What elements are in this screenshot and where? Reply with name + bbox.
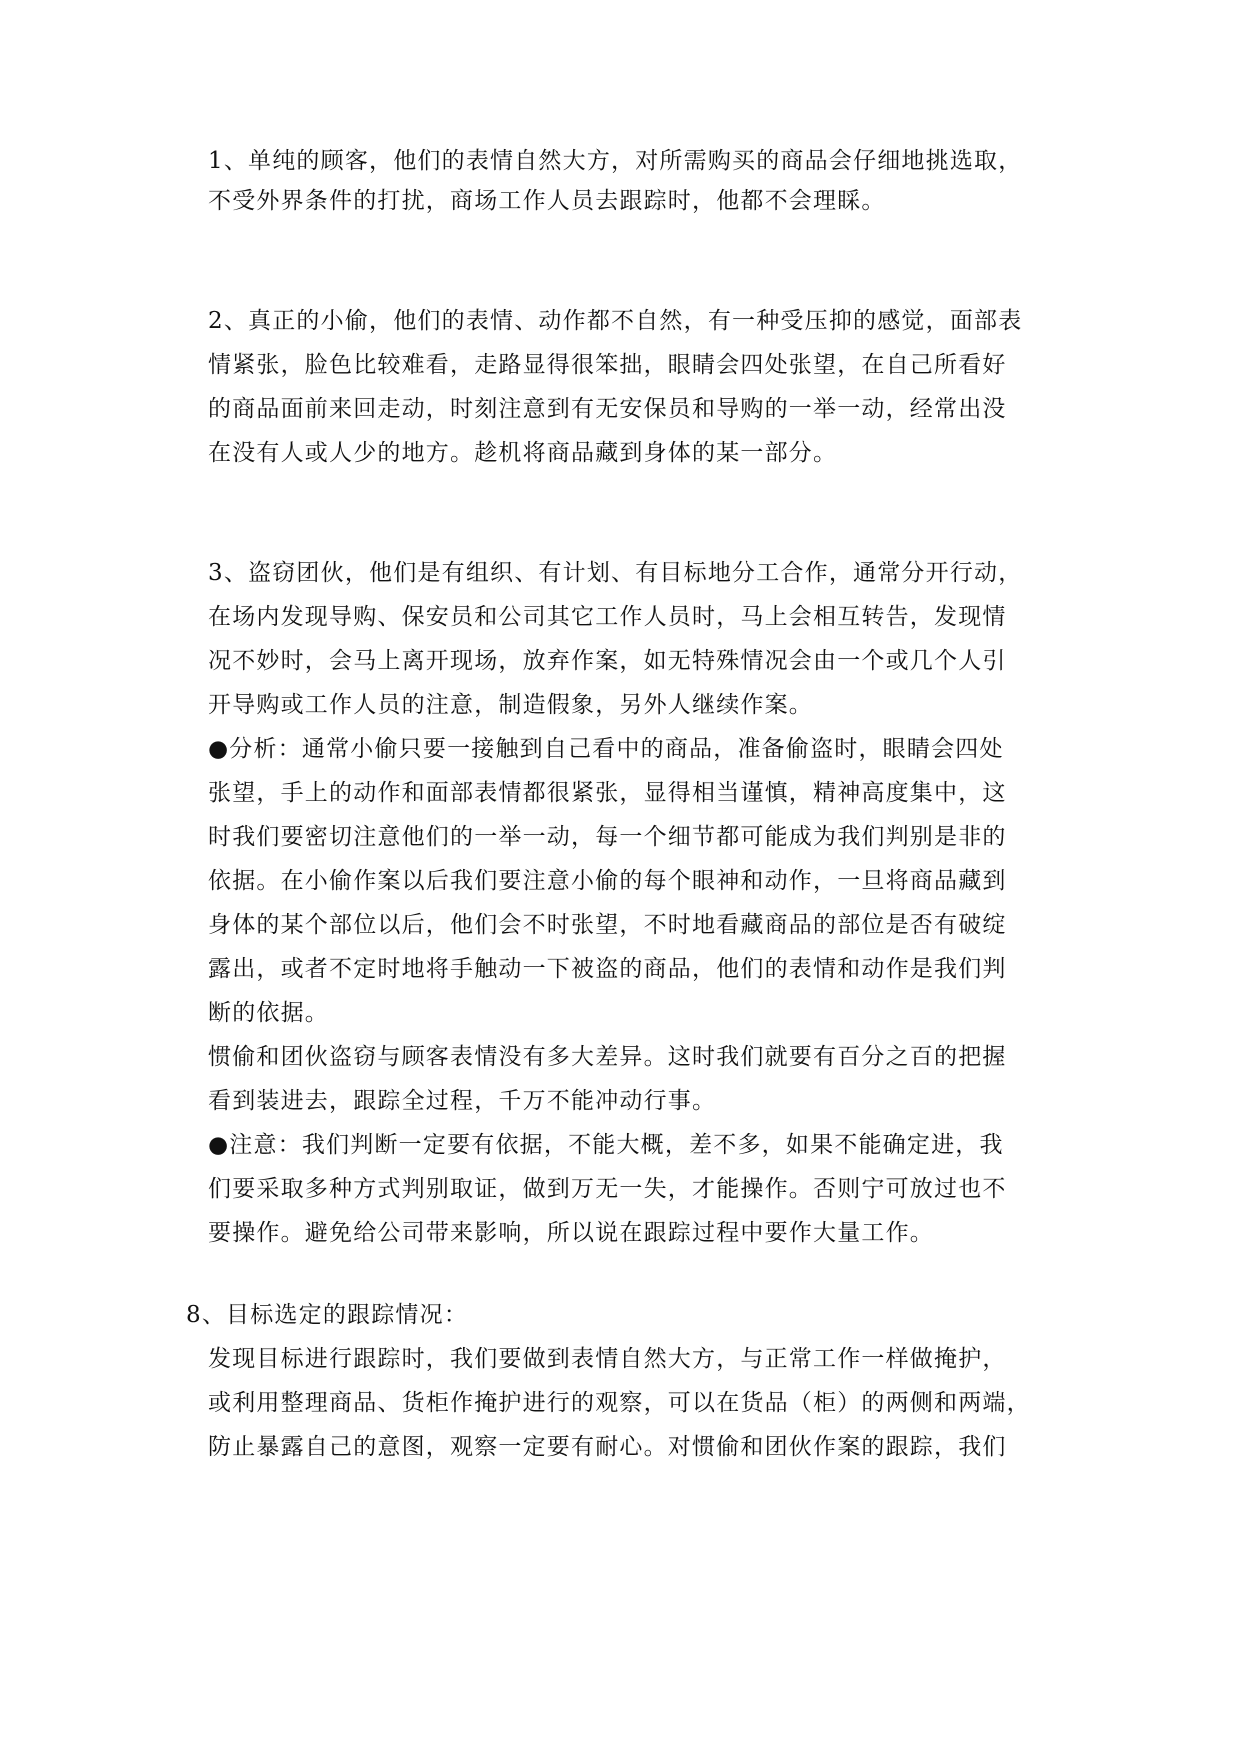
text-line: 或利用整理商品、货柜作掩护进行的观察，可以在货品（柜）的两侧和两端， xyxy=(208,1390,1031,1416)
text-line: 依据。在小偷作案以后我们要注意小偷的每个眼神和动作，一旦将商品藏到 xyxy=(208,868,1007,894)
text-line: 发现目标进行跟踪时，我们要做到表情自然大方，与正常工作一样做掩护， xyxy=(208,1346,1007,1372)
text-line: 们要采取多种方式判别取证，做到万无一失，才能操作。否则宁可放过也不 xyxy=(208,1176,1007,1202)
text-line: 况不妙时，会马上离开现场，放弃作案，如无特殊情况会由一个或几个人引 xyxy=(208,648,1007,674)
text-line: 的商品面前来回走动，时刻注意到有无安保员和导购的一举一动，经常出没 xyxy=(208,396,1007,422)
text-line: 3、盗窃团伙，他们是有组织、有计划、有目标地分工合作，通常分开行动， xyxy=(208,560,1023,586)
text-line: 在没有人或人少的地方。趁机将商品藏到身体的某一部分。 xyxy=(208,440,838,466)
text-line: 情紧张，脸色比较难看，走路显得很笨拙，眼睛会四处张望，在自己所看好 xyxy=(208,352,1007,378)
text-line: ●注意：我们判断一定要有依据，不能大概，差不多，如果不能确定进，我 xyxy=(208,1132,1004,1158)
text-line: 在场内发现导购、保安员和公司其它工作人员时，马上会相互转告，发现情 xyxy=(208,604,1007,630)
text-line: 看到装进去，跟踪全过程，千万不能冲动行事。 xyxy=(208,1088,717,1114)
section-heading: 8、目标选定的跟踪情况： xyxy=(186,1302,469,1328)
text-line: 1、单纯的顾客，他们的表情自然大方，对所需购买的商品会仔细地挑选取， xyxy=(208,148,1023,174)
text-line: 张望，手上的动作和面部表情都很紧张，显得相当谨慎，精神高度集中，这 xyxy=(208,780,1007,806)
text-line: 开导购或工作人员的注意，制造假象，另外人继续作案。 xyxy=(208,692,813,718)
text-line: ●分析：通常小偷只要一接触到自己看中的商品，准备偷盗时，眼睛会四处 xyxy=(208,736,1004,762)
text-line: 防止暴露自己的意图，观察一定要有耐心。对惯偷和团伙作案的跟踪，我们 xyxy=(208,1434,1007,1460)
text-line: 2、真正的小偷，他们的表情、动作都不自然，有一种受压抑的感觉，面部表 xyxy=(208,308,1023,334)
text-line: 不受外界条件的打扰，商场工作人员去跟踪时，他都不会理睬。 xyxy=(208,188,886,214)
text-line: 断的依据。 xyxy=(208,1000,329,1026)
text-line: 惯偷和团伙盗窃与顾客表情没有多大差异。这时我们就要有百分之百的把握 xyxy=(208,1044,1007,1070)
text-line: 时我们要密切注意他们的一举一动，每一个细节都可能成为我们判别是非的 xyxy=(208,824,1007,850)
text-line: 要操作。避免给公司带来影响，所以说在跟踪过程中要作大量工作。 xyxy=(208,1220,934,1246)
text-line: 身体的某个部位以后，他们会不时张望，不时地看藏商品的部位是否有破绽 xyxy=(208,912,1007,938)
text-line: 露出，或者不定时地将手触动一下被盗的商品，他们的表情和动作是我们判 xyxy=(208,956,1007,982)
